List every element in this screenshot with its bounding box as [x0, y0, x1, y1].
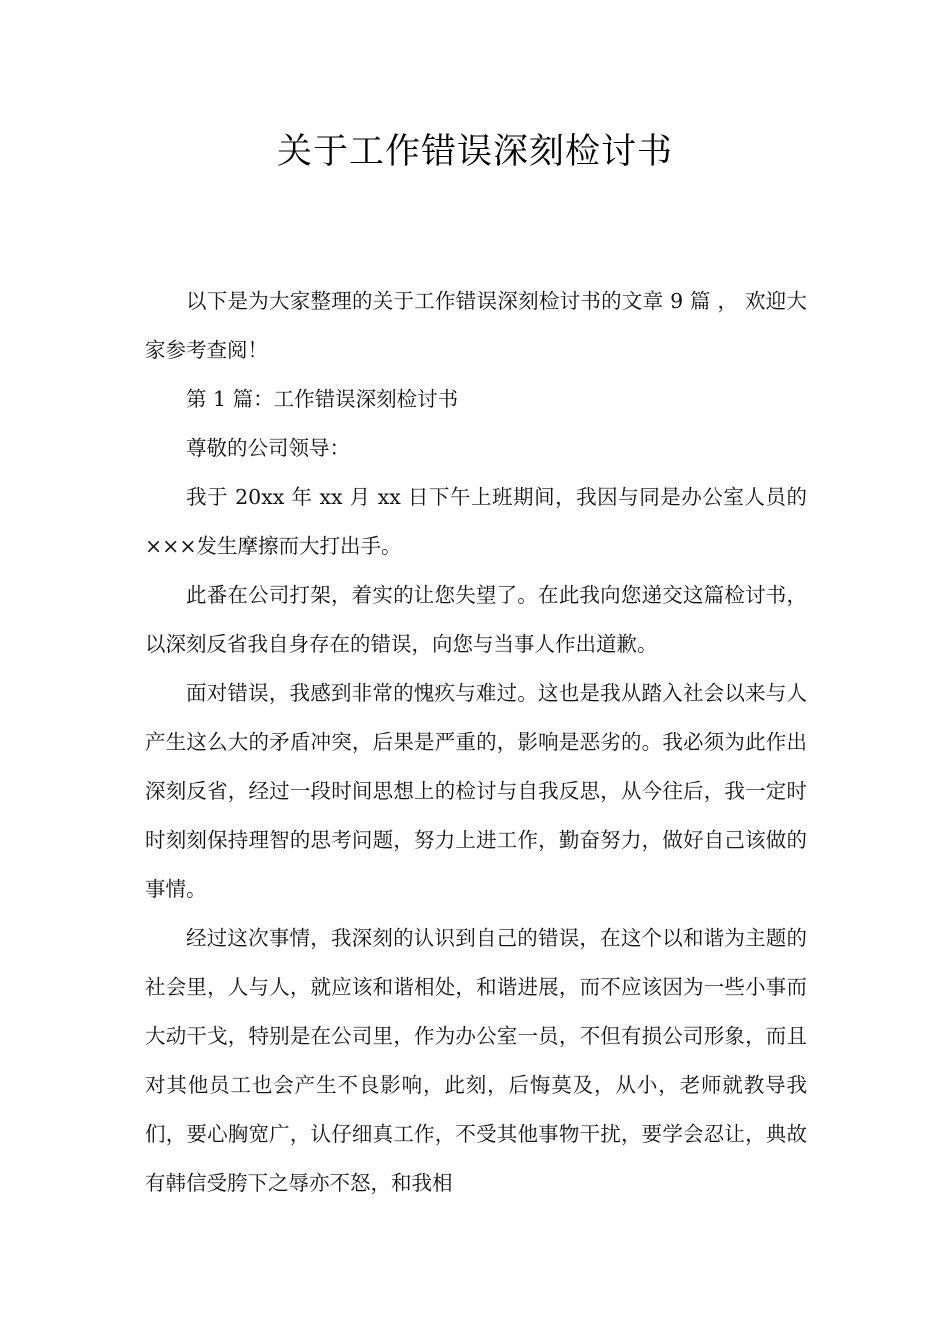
- body-paragraph: 经过这次事情，我深刻的认识到自己的错误，在这个以和谐为主题的社会里，人与人，就应该和谐相处，和谐进展，而不应该因为一些小事而大动干戈，特别是在公司里，作为办公室一员，不但有损公司形象，而且对其他员工也会产生不良影响，此刻，后悔莫及，从小，老师就教导我们，要心胸宽广，认仔细真工作，不受其他事物干扰，要学会忍让，典故有韩信受胯下之辱亦不怒，和我相: [145, 926, 807, 1195]
- section-heading: 第 1 篇：工作错误深刻检讨书: [186, 387, 459, 411]
- body-paragraph: 面对错误，我感到非常的愧疚与难过。这也是我从踏入社会以来与人产生这么大的矛盾冲突，后果是严重的，影响是恶劣的。我必须为此作出深刻反省，经过一段时间思想上的检讨与自我反思，从今往后，我一定时时刻刻保持理智的思考问题，努力上进工作，勤奋努力，做好自己该做的事情。: [145, 681, 807, 901]
- body-paragraph: 我于 20xx 年 xx 月 xx 日下午上班期间，我因与同是办公室人员的×××发生摩擦而大打出手。: [145, 485, 807, 558]
- document-body: [145, 277, 807, 1208]
- document-title: 关于工作错误深刻检讨书: [276, 132, 673, 172]
- salutation: 尊敬的公司领导：: [186, 436, 350, 460]
- body-paragraph: 此番在公司打架，着实的让您失望了。在此我向您递交这篇检讨书，以深刻反省我自身存在的错误，向您与当事人作出道歉。: [145, 583, 807, 656]
- intro-paragraph: 以下是为大家整理的关于工作错误深刻检讨书的文章 9 篇 ， 欢迎大家参考查阅！: [145, 289, 807, 362]
